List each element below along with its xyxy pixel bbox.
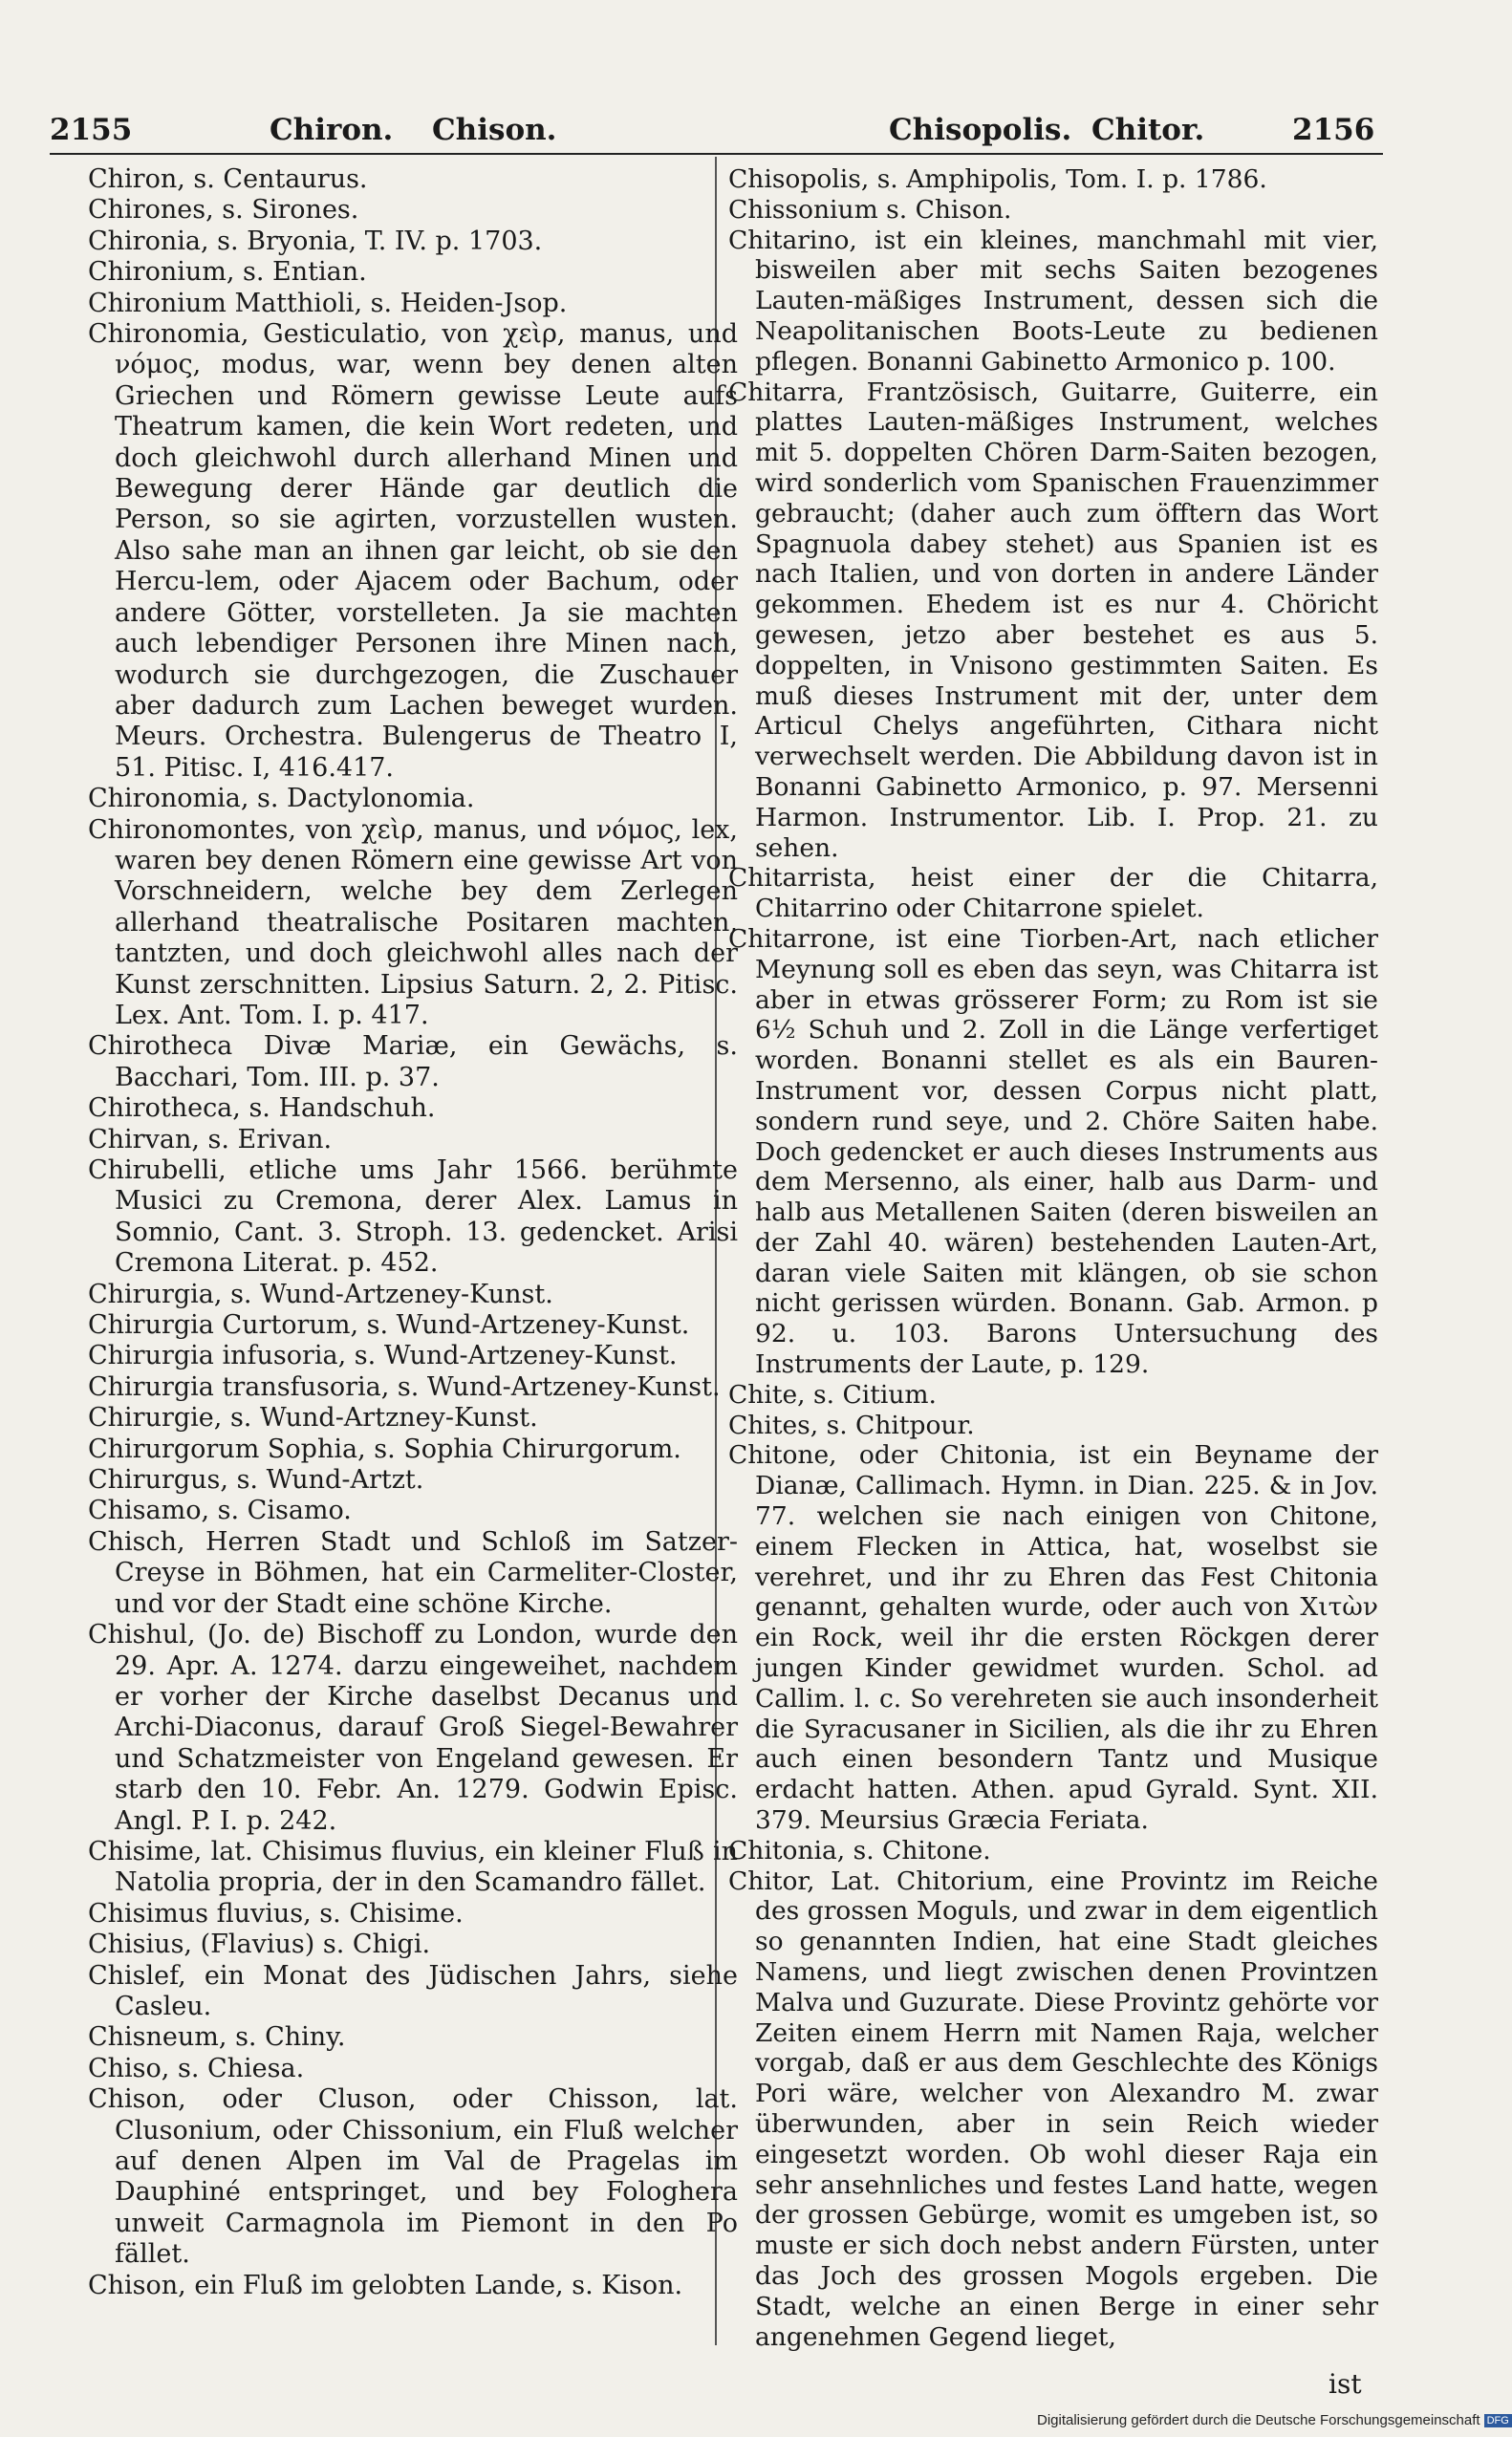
left-column-entry: Chirurgia Curtorum, s. Wund-Artzeney-Kunst. — [88, 1310, 690, 1341]
page-number-left: 2155 — [50, 113, 133, 147]
right-column-entry: Chissonium s. Chison. — [728, 194, 1012, 225]
running-header — [50, 113, 1378, 151]
left-column-entry: Chisneum, s. Chiny. — [88, 2022, 346, 2053]
right-column-entry: Chitarra, Frantzösisch, Guitarre, Guiterre, ein plattes Lauten-mäßiges Instrument, welches mit 5. doppelten Chören Darm-Saiten bezogen, wird sonderlich vom Spanischen Frauenzimmer gebraucht; (daher auch zum öfftern das Wort Spagnuola dabey stehet) aus Spanien ist es nach Italien, und von dorten in andere Länder gekommen. Ehedem ist es nur 4. Chöricht gewesen, jetzo aber bestehet es aus 5. doppelten, in Vnisono gestimmten Saiten. Es muß dieses Instrument mit der, unter dem Articul Chelys angeführten, Cithara nicht verwechselt werden. Die Abbildung davon ist in Bonanni Gabinetto Armonico, p. 97. Mersenni Harmon. Instrumentor. Lib. I. Prop. 21. zu sehen. — [728, 377, 1378, 863]
left-column-entry: Chisius, (Flavius) s. Chigi. — [88, 1930, 431, 1960]
header-word-left-2: Chison. — [432, 113, 557, 147]
left-column-entry: Chiso, s. Chiesa. — [88, 2053, 305, 2083]
left-column-entry: Chison, ein Fluß im gelobten Lande, s. Kison. — [88, 2270, 683, 2300]
page-number-right: 2156 — [1292, 113, 1375, 147]
right-column-entry: Chitarrista, heist einer der die Chitarra, Chitarrino oder Chitarrone spielet. — [728, 863, 1378, 924]
left-column-entry: Chirurgorum Sophia, s. Sophia Chirurgorum. — [88, 1434, 681, 1464]
left-column-entry: Chisch, Herren Stadt und Schloß im Satzer-Creyse in Böhmen, hat ein Carmeliter-Closter, und vor der Stadt eine schöne Kirche. — [88, 1526, 738, 1619]
left-column-entry: Chirurgus, s. Wund-Artzt. — [88, 1465, 424, 1496]
right-column-entry: Chites, s. Chitpour. — [728, 1410, 975, 1440]
right-column-entry: Chite, s. Citium. — [728, 1379, 937, 1410]
left-column-entry: Chishul, (Jo. de) Bischoff zu London, wurde den 29. Apr. A. 1274. darzu eingeweihet, nachdem er vorher der Kirche daselbst Decanus und Archi-Diaconus, darauf Groß Siegel-Bewahrer und Schatzmeister von Engeland gewesen. Er starb den 10. Febr. An. 1279. Godwin Episc. Angl. P. I. p. 242. — [88, 1620, 738, 1836]
header-word-right-2: Chitor. — [1091, 113, 1205, 147]
left-column-entry: Chirurgia, s. Wund-Artzeney-Kunst. — [88, 1279, 553, 1309]
left-column-entry: Chironium Matthioli, s. Heiden-Jsop. — [88, 288, 568, 318]
left-column-entry: Chisime, lat. Chisimus fluvius, ein kleiner Fluß in Natolia propria, der in den Scamandro fället. — [88, 1836, 738, 1898]
left-column-entry: Chironium, s. Entian. — [88, 257, 367, 288]
left-column-entry: Chislef, ein Monat des Jüdischen Jahrs, siehe Casleu. — [88, 1960, 738, 2021]
header-rule — [50, 153, 1383, 155]
left-column-entry: Chison, oder Cluson, oder Chisson, lat. Clusonium, oder Chissonium, ein Fluß welcher auf denen Alpen im Val de Pragelas im Dauphiné entspringet, und bey Fologhera unweit Carmagnola im Piemont in den Po fället. — [88, 2084, 738, 2270]
right-column — [728, 164, 1378, 2352]
left-column-entry: Chironia, s. Bryonia, T. IV. p. 1703. — [88, 226, 543, 256]
left-column-entry: Chirurgie, s. Wund-Artzney-Kunst. — [88, 1403, 538, 1434]
left-column-entry: Chironomontes, von χεὶρ, manus, und νόμος, lex, waren bey denen Römern eine gewisse Art von Vorschneidern, welche bey dem Zerlegen allerhand theatralische Positaren machten, tantzten, und doch gleichwohl alles nach der Kunst zerschnitten. Lipsius Saturn. 2, 2. Pitisc. Lex. Ant. Tom. I. p. 417. — [88, 814, 738, 1030]
left-column-entry: Chirotheca, s. Handschuh. — [88, 1093, 436, 1124]
left-column-entry: Chirotheca Divæ Mariæ, ein Gewächs, s. Bacchari, Tom. III. p. 37. — [88, 1031, 738, 1092]
right-column-entry: Chitor, Lat. Chitorium, eine Provintz im Reiche des grossen Moguls, und zwar in dem eigentlich so genannten Indien, hat eine Stadt gleiches Namens, und liegt zwischen denen Provintzen Malva und Guzurate. Diese Provintz gehörte vor Zeiten einem Herrn mit Namen Raja, welcher vorgab, daß er aus dem Geschlechte des Königs Pori wäre, welcher von Alexandro M. zwar überwunden, aber in sein Reich wieder eingesetzt worden. Ob wohl dieser Raja ein sehr ansehnliches und festes Land hatte, wegen der grossen Gebürge, womit es umgeben ist, so muste er sich doch nebst andern Fürsten, unter das Joch des grossen Mogols ergeben. Die Stadt, welche an einen Berge in einer sehr angenehmen Gegend lieget, — [728, 1865, 1378, 2352]
left-column — [88, 164, 738, 2301]
left-column-entry: Chirurgia transfusoria, s. Wund-Artzeney-Kunst. — [88, 1371, 721, 1402]
footer-text: Digitalisierung gefördert durch die Deutsche Forschungsgemeinschaft — [1037, 2412, 1480, 2428]
right-column-entry: Chisopolis, s. Amphipolis, Tom. I. p. 1786. — [728, 164, 1267, 194]
left-column-entry: Chironomia, s. Dactylonomia. — [88, 784, 475, 814]
left-column-entry: Chirones, s. Sirones. — [88, 195, 359, 226]
right-column-entry: Chitone, oder Chitonia, ist ein Beyname der Dianæ, Callimach. Hymn. in Dian. 225. & in Jov. 77. welchen sie nach einigen von Chitone, einem Flecken in Attica, hat, woselbst sie verehret, und ihr zu Ehren das Fest Chitonia genannt, gehalten wurde, oder auch von Χιτὼν ein Rock, weil ihr die ersten Röckgen derer jungen Kinder gewidmet wurden. Schol. ad Callim. l. c. So verehreten sie auch insonderheit die Syracusaner in Sicilien, als die ihr zu Ehren auch einen besondern Tantz und Musique erdacht hatten. Athen. apud Gyrald. Synt. XII. 379. Meursius Græcia Feriata. — [728, 1440, 1378, 1836]
left-column-entry: Chisamo, s. Cisamo. — [88, 1496, 352, 1526]
left-column-entry: Chirurgia infusoria, s. Wund-Artzeney-Kunst. — [88, 1341, 678, 1371]
right-column-entry: Chitarrone, ist eine Tiorben-Art, nach etlicher Meynung soll es eben das seyn, was Chitarra ist aber in etwas grösserer Form; zu Rom ist sie 6½ Schuh und 2. Zoll in die Länge verfertiget worden. Bonanni stellet es als ein Bauren-Instrument vor, dessen Corpus nicht platt, sondern rund seye, und 2. Chöre Saiten habe. Doch gedencket er auch dieses Instruments aus dem Mersenno, als einer, halb aus Darm- und halb aus Metallenen Saiten (deren bisweilen an der Zahl 40. wären) bestehenden Lauten-Art, daran viele Saiten mit klängen, ob sie schon nicht gerissen würden. Bonann. Gab. Armon. p 92. u. 103. Barons Untersuchung des Instruments der Laute, p. 129. — [728, 923, 1378, 1380]
left-column-entry: Chiron, s. Centaurus. — [88, 164, 368, 194]
dfg-logo: DFG — [1484, 2414, 1512, 2427]
left-column-entry: Chirubelli, etliche ums Jahr 1566. berühmte Musici zu Cremona, derer Alex. Lamus in Somnio, Cant. 3. Stroph. 13. gedencket. Arisi Cremona Literat. p. 452. — [88, 1155, 738, 1279]
right-column-entry: Chitonia, s. Chitone. — [728, 1835, 991, 1865]
catchword: ist — [1328, 2368, 1362, 2400]
header-word-left-1: Chiron. — [270, 113, 394, 147]
digitization-footer — [1037, 2412, 1512, 2428]
left-column-entry: Chironomia, Gesticulatio, von χεὶρ, manus, und νόμος, modus, war, wenn bey denen alten Griechen und Römern gewisse Leute aufs Theatrum kamen, die kein Wort redeten, und doch gleichwohl durch allerhand Minen und Bewegung derer Hände gar deutlich die Person, so sie agirten, vorzustellen wusten. Also sahe man an ihnen gar leicht, ob sie den Hercu-lem, oder Ajacem oder Bachum, oder andere Götter, vorstelleten. Ja sie machten auch lebendiger Personen ihre Minen nach, wodurch sie durchgezogen, die Zuschauer aber dadurch zum Lachen beweget wurden. Meurs. Orchestra. Bulengerus de Theatro I, 51. Pitisc. I, 416.417. — [88, 319, 738, 783]
left-column-entry: Chirvan, s. Erivan. — [88, 1124, 333, 1154]
right-column-entry: Chitarino, ist ein kleines, manchmahl mit vier, bisweilen aber mit sechs Saiten bezogenes Lauten-mäßiges Instrument, dessen sich die Neapolitanischen Boots-Leute zu bedienen pflegen. Bonanni Gabinetto Armonico p. 100. — [728, 225, 1378, 377]
left-column-entry: Chisimus fluvius, s. Chisime. — [88, 1898, 464, 1929]
header-word-right-1: Chisopolis. — [889, 113, 1072, 147]
